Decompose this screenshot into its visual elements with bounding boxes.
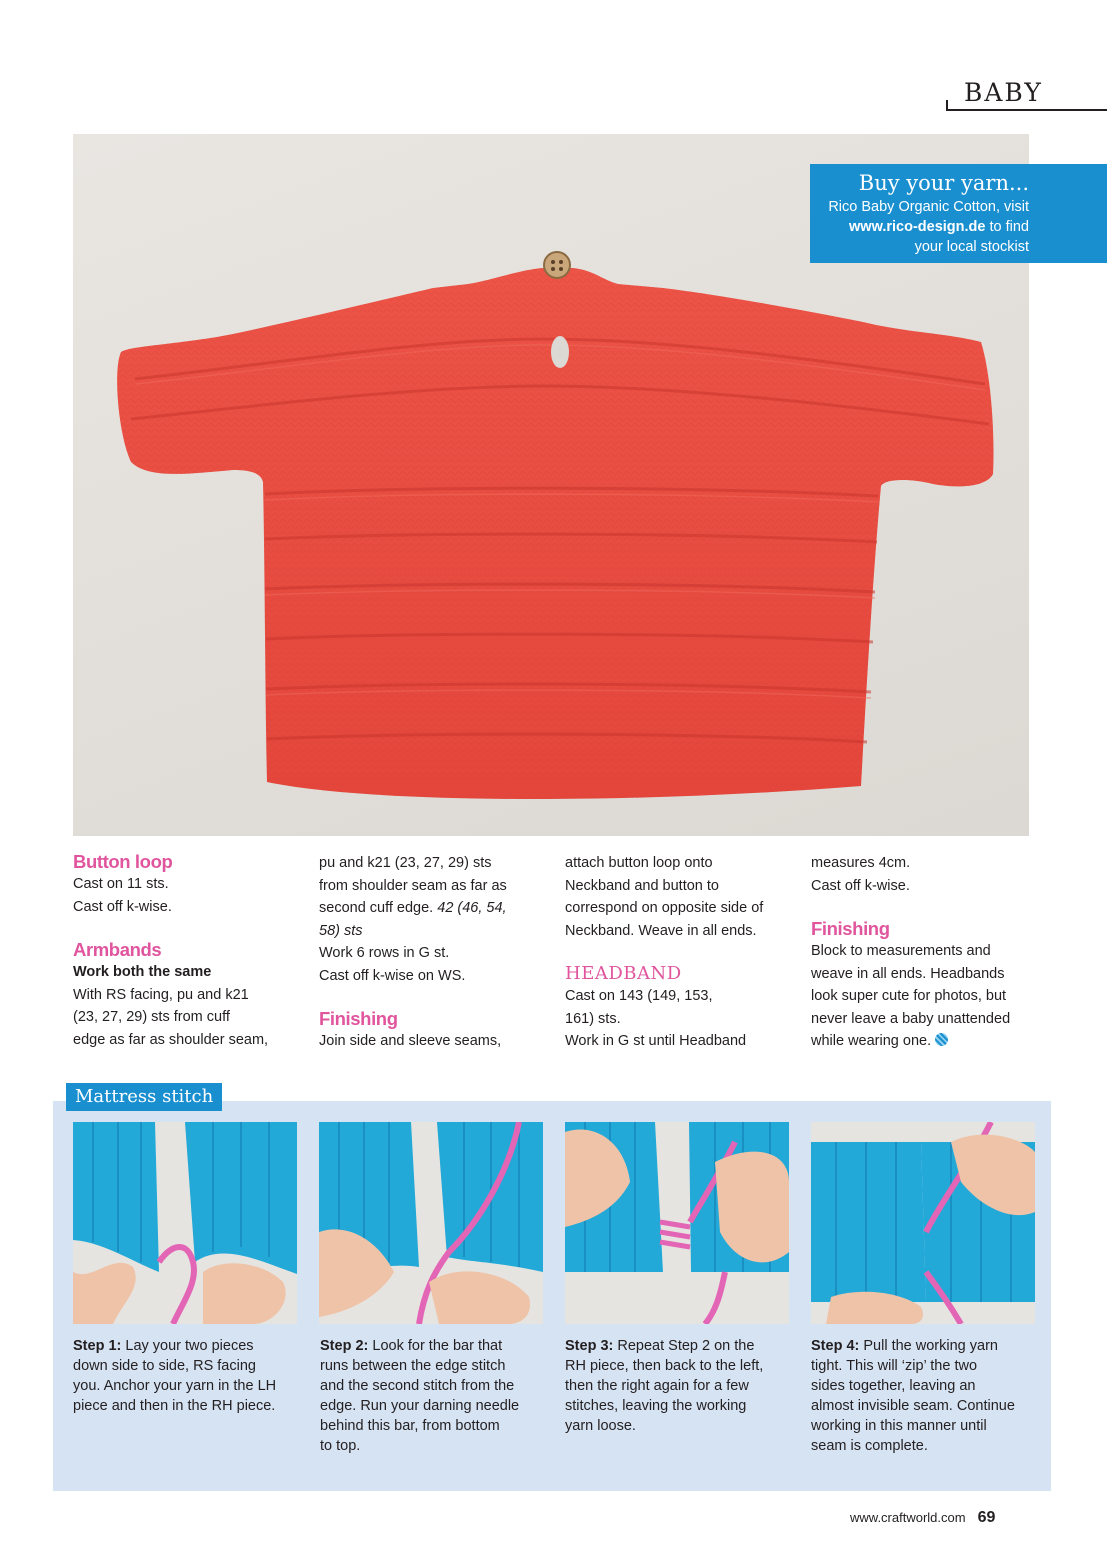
buy-your-yarn-box — [810, 164, 1107, 263]
finishing-cont-line-2: Neckband and button to — [565, 877, 719, 894]
step-3-line: RH piece, then back to the left, — [565, 1358, 764, 1374]
armbands-cont-line-2: from shoulder seam as far as — [319, 877, 507, 894]
yarn-box-line2 — [810, 217, 1029, 237]
step-2-photo — [319, 1122, 543, 1324]
step-4-line: sides together, leaving an — [811, 1378, 976, 1394]
step-3-line: stitches, leaving the working — [565, 1398, 747, 1414]
headband-finishing-line-2: weave in all ends. Headbands — [811, 965, 1005, 982]
headband-heading: HEADBAND — [565, 963, 682, 984]
headband-finishing-line-1: Block to measurements and — [811, 943, 991, 959]
step-4-line: working in this manner until — [811, 1418, 987, 1434]
armbands-cont-line-1: pu and k21 (23, 27, 29) sts — [319, 855, 492, 871]
armbands-cont-line-6: Cast off k-wise on WS. — [319, 967, 466, 984]
headband-finishing-heading: Finishing — [811, 918, 890, 939]
step-1-label: Step 1: — [73, 1338, 122, 1354]
headband-cont-line-2: Cast off k-wise. — [811, 877, 910, 894]
armbands-line-2: (23, 27, 29) sts from cuff — [73, 1009, 230, 1025]
armbands-cont-text: second cuff edge. — [319, 900, 438, 916]
page-footer — [850, 1508, 995, 1528]
step-4-line: tight. This will ‘zip’ the two — [811, 1358, 978, 1374]
step-1-line: Lay your two pieces — [125, 1338, 254, 1354]
button-loop-opening — [551, 336, 569, 368]
button-loop-heading: Button loop — [73, 851, 173, 872]
step-2-line: Look for the bar that — [372, 1338, 503, 1354]
step-1-photo — [73, 1122, 297, 1324]
step-3-line: yarn loose. — [565, 1418, 636, 1434]
yarn-box-heading: Buy your yarn... — [858, 171, 1029, 195]
finishing-line-1: Join side and sleeve seams, — [319, 1033, 502, 1049]
headband-line-2: 161) sts. — [565, 1010, 621, 1027]
pattern-column-2 — [319, 852, 553, 1053]
headband-finishing-line-3: look super cute for photos, but — [811, 988, 1007, 1004]
yarn-ball-icon — [935, 1033, 948, 1046]
finishing-heading: Finishing — [319, 1008, 398, 1029]
armbands-subheading: Work both the same — [73, 964, 212, 980]
step-2-line: and the second stitch from the — [320, 1378, 515, 1394]
step-1-line: down side to side, RS facing — [73, 1358, 256, 1374]
yarn-box-line3: your local stockist — [914, 239, 1029, 255]
headband-finishing-line-5 — [811, 1030, 1045, 1053]
rico-design-link[interactable]: www.rico-design.de — [849, 219, 986, 235]
headband-line-1: Cast on 143 (149, 153, — [565, 988, 713, 1004]
section-rule — [946, 109, 1107, 111]
page-number: 69 — [977, 1509, 996, 1526]
step-3-line: Repeat Step 2 on the — [617, 1338, 755, 1354]
step-3-caption — [565, 1336, 795, 1436]
pattern-column-4 — [811, 852, 1045, 1053]
step-2-line: runs between the edge stitch — [320, 1358, 506, 1374]
step-1-caption — [73, 1336, 303, 1416]
wooden-button — [544, 252, 570, 278]
step-2-line: behind this bar, from bottom — [320, 1418, 500, 1434]
section-tag — [946, 78, 1107, 112]
step-4-line: seam is complete. — [811, 1438, 928, 1454]
mattress-stitch-title: Mattress stitch — [66, 1083, 222, 1111]
armbands-line-3: edge as far as shoulder seam, — [73, 1031, 269, 1048]
yarn-box-body — [810, 197, 1029, 257]
armbands-heading: Armbands — [73, 939, 162, 960]
headband-finishing-line-4: never leave a baby unattended — [811, 1010, 1011, 1027]
stitch-count-italic: 42 (46, 54, — [437, 900, 507, 916]
armbands-cont-line-3 — [319, 897, 553, 920]
step-1-line: piece and then in the RH piece. — [73, 1398, 276, 1414]
headband-line-3: Work in G st until Headband — [565, 1033, 747, 1049]
button-loop-line-1: Cast on 11 sts. — [73, 876, 169, 892]
step-2-caption — [320, 1336, 550, 1456]
headband-cont-line-1: measures 4cm. — [811, 855, 911, 871]
armbands-line-1: With RS facing, pu and k21 — [73, 986, 249, 1003]
step-4-label: Step 4: — [811, 1338, 860, 1354]
step-3-line: then the right again for a few — [565, 1378, 749, 1394]
armbands-cont-line-5: Work 6 rows in G st. — [319, 945, 450, 961]
step-1-line: you. Anchor your yarn in the LH — [73, 1378, 277, 1394]
footer-url[interactable]: www.craftworld.com — [850, 1510, 966, 1525]
yarn-box-line1: Rico Baby Organic Cotton, visit — [828, 199, 1029, 215]
step-3-label: Step 3: — [565, 1338, 614, 1354]
step-4-line: Pull the working yarn — [863, 1338, 998, 1354]
step-4-caption — [811, 1336, 1041, 1456]
step-2-line: edge. Run your darning needle — [320, 1398, 520, 1414]
step-4-line: almost invisible seam. Continue — [811, 1398, 1015, 1414]
pattern-column-3 — [565, 852, 799, 1053]
step-4-photo — [811, 1122, 1035, 1324]
finishing-cont-line-4: Neckband. Weave in all ends. — [565, 922, 757, 939]
finishing-cont-line-3: correspond on opposite side of — [565, 900, 764, 916]
step-3-photo — [565, 1122, 789, 1324]
finishing-cont-line-1: attach button loop onto — [565, 855, 713, 871]
step-2-line: to top. — [320, 1438, 361, 1454]
step-2-label: Step 2: — [320, 1338, 369, 1354]
headband-finishing-text: while wearing one. — [811, 1033, 936, 1049]
yarn-box-line2-rest: to find — [985, 219, 1029, 235]
section-title: BABY — [964, 78, 1043, 107]
armbands-cont-line-4: 58) sts — [319, 922, 363, 939]
section-rule-tick — [946, 100, 948, 111]
pattern-column-1 — [73, 850, 307, 1051]
button-loop-line-2: Cast off k-wise. — [73, 898, 172, 915]
